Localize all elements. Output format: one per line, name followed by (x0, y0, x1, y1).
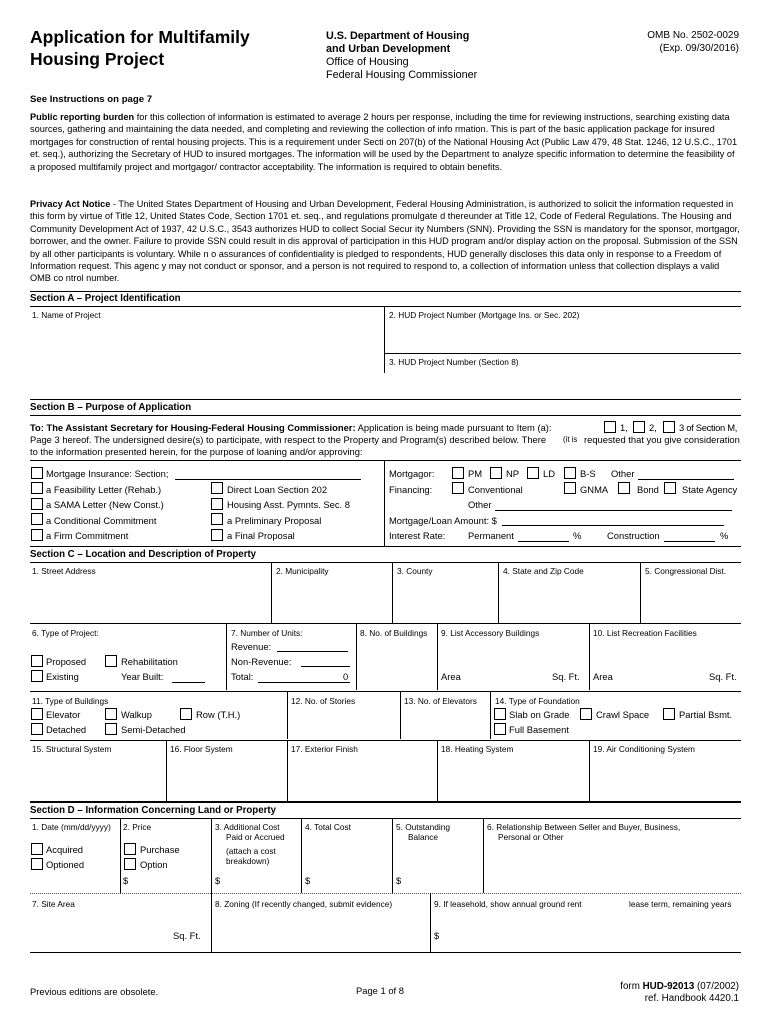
option-checkbox[interactable] (124, 858, 136, 870)
congressional-district-field[interactable] (641, 577, 740, 622)
page-number: Page 1 of 8 (356, 985, 404, 996)
crawl-space-checkbox[interactable] (580, 708, 592, 720)
ac-system-label: 19. Air Conditioning System (593, 744, 695, 754)
financing-label: Financing: (389, 484, 433, 495)
purchase-checkbox[interactable] (124, 843, 136, 855)
exterior-finish-field[interactable] (288, 755, 436, 800)
construction-rate-field[interactable] (664, 541, 715, 542)
section-a-title: Section A – Project Identification (30, 293, 181, 304)
mortgage-insurance-label: Mortgage Insurance: Section; (46, 468, 169, 479)
attach-note-2: breakdown) (226, 856, 270, 866)
final-proposal-label: a Final Proposal (227, 530, 295, 541)
mortgagor-ld-checkbox[interactable] (527, 467, 539, 479)
elevator-label: Elevator (46, 709, 81, 720)
walkup-checkbox[interactable] (105, 708, 117, 720)
mortgagor-ld-label: LD (543, 468, 555, 479)
price-dollar: $ (123, 875, 129, 886)
outstanding-label-2: Balance (408, 832, 438, 842)
purpose-statement-aside: (it is (563, 435, 578, 444)
direct-loan-202-label: Direct Loan Section 202 (227, 484, 328, 495)
construction-pct: % (720, 530, 729, 541)
zoning-field[interactable] (212, 912, 429, 950)
mortgagor-bs-checkbox[interactable] (564, 467, 576, 479)
burden-paragraph (30, 111, 742, 173)
office-line-1: Office of Housing (326, 56, 409, 68)
relationship-label-1: 6. Relationship Between Seller and Buyer, Business, (487, 822, 681, 832)
rehabilitation-label: Rehabilitation (121, 656, 178, 667)
accessory-buildings-label: 9. List Accessory Buildings (441, 628, 540, 638)
construction-rate-label: Construction (607, 530, 660, 541)
semi-detached-checkbox[interactable] (105, 723, 117, 735)
semi-detached-label: Semi-Detached (121, 724, 186, 735)
financing-bond-label: Bond (637, 484, 659, 495)
item-a-option-2-checkbox[interactable] (633, 421, 645, 433)
burden-text: for this collection of information is estimated to average 2 hours per response, including the time for reviewing instructions, searching existing data sources, gathering and maintaining the data needed, and completing and reviewing the collection of info rmation. This is part of the basic application package for insured mortgages for construction of rental housing projects. This is a requirement under Secti on 207(b) of the National Housing Act (Public Law 479, 48 Stat. 1246, 12 U.S.C., 1701 et. seq.), authorizing the Secretary of HUD to insured mortgages. The information will be used by the Department to analyze specific information to determine the feasibility of a proposed multifamily project and mortgagor/ contractor acceptability. The information is required to obtain benefits. (30, 112, 738, 172)
mortgagor-label: Mortgagor: (389, 468, 435, 479)
feasibility-letter-label: a Feasibility Letter (Rehab.) (46, 484, 162, 495)
attach-note-1: (attach a cost (226, 846, 276, 856)
privacy-lead: Privacy Act Notice (30, 199, 111, 209)
firm-commitment-label: a Firm Commitment (46, 530, 129, 541)
agency-line-2: and Urban Development (326, 43, 451, 55)
financing-conventional-checkbox[interactable] (452, 482, 464, 494)
financing-bond-checkbox[interactable] (618, 482, 630, 494)
final-proposal-checkbox[interactable] (211, 529, 223, 541)
floor-system-field[interactable] (167, 755, 286, 800)
mortgage-insurance-section-field[interactable] (175, 479, 361, 480)
feasibility-letter-checkbox[interactable] (31, 482, 43, 494)
accessory-area-label: Area (441, 671, 461, 682)
recreation-sqft-label: Sq. Ft. (709, 671, 737, 682)
structural-system-field[interactable] (30, 755, 165, 800)
total-units-label: Total: (231, 671, 254, 682)
omb-number: OMB No. 2502-0029 (647, 30, 739, 41)
existing-label: Existing (46, 671, 79, 682)
county-field[interactable] (393, 577, 497, 622)
section-d-top-rule (30, 802, 741, 803)
elevators-field[interactable] (401, 707, 489, 737)
partial-basement-label: Partial Bsmt. (679, 709, 733, 720)
heating-system-label: 18. Heating System (441, 744, 514, 754)
municipality-label: 2. Municipality (276, 566, 329, 576)
mortgagor-np-checkbox[interactable] (490, 467, 502, 479)
form-number (620, 981, 739, 992)
state-zip-label: 4. State and Zip Code (503, 566, 584, 576)
hud-project-number-ins-field[interactable] (386, 320, 740, 352)
section-c-title: Section C – Location and Description of Property (30, 549, 257, 560)
row-th-checkbox[interactable] (180, 708, 192, 720)
additional-cost-label-1: 3. Additional Cost (215, 822, 280, 832)
date-label: 1. Date (mm/dd/yyyy) (32, 822, 111, 832)
floor-system-label: 16. Floor System (170, 744, 233, 754)
loan-amount-field[interactable] (502, 525, 724, 526)
purpose-statement-line-1 (30, 422, 552, 433)
existing-checkbox[interactable] (31, 670, 43, 682)
units-label: 7. Number of Units: (231, 628, 303, 638)
revenue-units-label: Revenue: (231, 641, 272, 652)
hud-project-number-sec8-field[interactable] (386, 368, 740, 398)
purpose-lead: To: The Assistant Secretary for Housing-Federal Housing Commissioner: (30, 422, 356, 433)
form-date: (07/2002) (694, 981, 739, 992)
recreation-facilities-label: 10. List Recreation Facilities (593, 628, 697, 638)
housing-asst-sec8-checkbox[interactable] (211, 498, 223, 510)
additional-cost-dollar: $ (215, 875, 221, 886)
heating-system-field[interactable] (438, 755, 588, 800)
optioned-label: Optioned (46, 859, 85, 870)
mortgagor-other-label: Other (611, 468, 635, 479)
stories-label: 12. No. of Stories (291, 696, 356, 706)
mortgagor-bs-label: B-S (580, 468, 596, 479)
site-area-label: 7. Site Area (32, 899, 75, 909)
instructions-note: See Instructions on page 7 (30, 94, 153, 105)
proposed-checkbox[interactable] (31, 655, 43, 667)
permanent-pct: % (573, 530, 582, 541)
loan-amount-label: Mortgage/Loan Amount: $ (389, 515, 497, 526)
mortgagor-pm-checkbox[interactable] (452, 467, 464, 479)
building-type-label: 11. Type of Buildings (32, 696, 109, 706)
crawl-space-label: Crawl Space (596, 709, 650, 720)
year-built-field[interactable] (172, 682, 205, 683)
ground-rent-dollar: $ (434, 930, 440, 941)
form-title-line-1: Application for Multifamily (30, 27, 250, 47)
privacy-paragraph (30, 198, 742, 285)
handbook-reference: ref. Handbook 4420.1 (644, 993, 739, 1004)
preliminary-proposal-label: a Preliminary Proposal (227, 515, 322, 526)
acquired-label: Acquired (46, 844, 84, 855)
relationship-label-2: Personal or Other (498, 832, 564, 842)
mortgage-insurance-checkbox[interactable] (31, 467, 43, 479)
recreation-area-label: Area (593, 671, 613, 682)
conditional-commitment-checkbox[interactable] (31, 513, 43, 525)
county-label: 3. County (397, 566, 433, 576)
stories-field[interactable] (288, 707, 399, 737)
financing-gnma-label: GNMA (580, 484, 609, 495)
financing-conventional-label: Conventional (468, 484, 523, 495)
acquired-checkbox[interactable] (31, 843, 43, 855)
zoning-label: 8. Zoning (If recently changed, submit evidence) (215, 899, 393, 909)
relationship-field[interactable] (484, 845, 740, 890)
financing-other-field[interactable] (495, 510, 732, 511)
preliminary-proposal-checkbox[interactable] (211, 513, 223, 525)
buildings-label: 8. No. of Buildings (360, 628, 428, 638)
privacy-text: - The United States Department of Housing and Urban Development, Federal Housing Administration, is authorized to solicit the information requested in this form by virtue of Title 12, United States Code, Section 1701 et. seq., and regulations promulgate d thereunder at Title 12, Code of Federal Regulations. The Housing and Community Development Act of 1937, 42 U.S.C., 3543 authorizes HUD to collect Social Secur ity Numbers (SNN). Providing the SSN is mandatory for the sponsor, mortgagor, borrower, and the owner. Failure to provide SSN could result in dis approval of participation in this HUD program and/or display action on the proposal. Submission of the SSN by all other participants is voluntary. While n o assurances of confidentiality is pledged to respondents, HUD generally discloses this data only in response to a Freedom of Information request. This agenc y may not conduct or sponsor, and a person is not required to respond to, a collection of information unless that collection displays a valid OMB co ntrol number. (30, 199, 740, 284)
municipality-field[interactable] (272, 577, 391, 622)
form-prefix: form (620, 981, 643, 992)
hud-project-number-ins-label: 2. HUD Project Number (Mortgage Ins. or Sec. 202) (389, 310, 580, 320)
purpose-statement-line-2-end: requested that you give consideration (584, 434, 740, 445)
item-a-option-2-label: 2, (649, 422, 657, 433)
additional-cost-label-2: Paid or Accrued (226, 832, 285, 842)
state-zip-field[interactable] (499, 577, 639, 622)
form-title-line-2: Housing Project (30, 49, 165, 69)
section-c-top-rule (30, 546, 741, 547)
financing-state-agency-checkbox[interactable] (664, 482, 676, 494)
lease-term-label: lease term, remaining years (629, 899, 732, 909)
project-name-field[interactable] (30, 320, 383, 400)
row-th-label: Row (T.H.) (196, 709, 241, 720)
foundation-label: 14. Type of Foundation (495, 696, 580, 706)
financing-other-label: Other (468, 499, 492, 510)
sama-letter-label: a SAMA Letter (New Const.) (46, 499, 164, 510)
outstanding-dollar: $ (396, 875, 402, 886)
partial-basement-checkbox[interactable] (663, 708, 675, 720)
section-a-top-rule (30, 291, 741, 292)
section-b-title: Section B – Purpose of Application (30, 402, 192, 413)
ground-rent-label: 9. If leasehold, show annual ground rent (434, 899, 582, 909)
item-a-option-3-label: 3 of Section M, (679, 422, 738, 433)
elevators-label: 13. No. of Elevators (404, 696, 477, 706)
burden-lead: Public reporting burden (30, 112, 135, 122)
agency-line-1: U.S. Department of Housing (326, 30, 470, 42)
elevator-checkbox[interactable] (31, 708, 43, 720)
previous-editions-note: Previous editions are obsolete. (30, 986, 159, 997)
mortgagor-other-field[interactable] (638, 479, 734, 480)
slab-on-grade-checkbox[interactable] (494, 708, 506, 720)
exterior-finish-label: 17. Exterior Finish (291, 744, 358, 754)
revenue-units-field[interactable] (277, 651, 348, 652)
street-address-field[interactable] (30, 577, 270, 622)
purchase-label: Purchase (140, 844, 180, 855)
congressional-district-label: 5. Congressional Dist. (645, 566, 727, 576)
form-id: HUD-92013 (642, 981, 695, 992)
year-built-label: Year Built: (121, 671, 164, 682)
hud-project-number-sec8-label: 3. HUD Project Number (Section 8) (389, 357, 519, 367)
financing-state-agency-label: State Agency (682, 484, 738, 495)
direct-loan-202-checkbox[interactable] (211, 482, 223, 494)
project-type-label: 6. Type of Project: (32, 628, 99, 638)
interest-rate-label: Interest Rate: (389, 530, 446, 541)
slab-on-grade-label: Slab on Grade (509, 709, 570, 720)
accessory-sqft-label: Sq. Ft. (552, 671, 580, 682)
item-a-option-3-checkbox[interactable] (663, 421, 675, 433)
housing-asst-sec8-label: Housing Asst. Pymnts. Sec. 8 (227, 499, 350, 510)
optioned-checkbox[interactable] (31, 858, 43, 870)
mortgagor-pm-label: PM (468, 468, 483, 479)
proposed-label: Proposed (46, 656, 87, 667)
structural-system-label: 15. Structural System (32, 744, 112, 754)
option-label: Option (140, 859, 168, 870)
street-address-label: 1. Street Address (32, 566, 96, 576)
detached-checkbox[interactable] (31, 723, 43, 735)
financing-gnma-checkbox[interactable] (564, 482, 576, 494)
conditional-commitment-label: a Conditional Commitment (46, 515, 157, 526)
firm-commitment-checkbox[interactable] (31, 529, 43, 541)
expiration-date: (Exp. 09/30/2016) (659, 43, 739, 54)
office-line-2: Federal Housing Commissioner (326, 69, 478, 81)
section-b-top-rule (30, 399, 741, 400)
mortgagor-np-label: NP (506, 468, 520, 479)
ac-system-field[interactable] (590, 755, 740, 800)
item-a-option-1-checkbox[interactable] (604, 421, 616, 433)
site-area-sqft: Sq. Ft. (173, 930, 201, 941)
full-basement-label: Full Basement (509, 724, 569, 735)
nonrevenue-units-label: Non-Revenue: (231, 656, 292, 667)
purpose-statement-line-2: Page 3 hereof. The undersigned desire(s) to participate, with respect to the Property and Program(s) described below. There (30, 434, 547, 445)
sama-letter-checkbox[interactable] (31, 498, 43, 510)
item-a-option-1-label: 1, (620, 422, 628, 433)
purpose-statement-line-3: to the information presented herein, for the purpose of loaning and/or approving: (30, 446, 363, 457)
price-label: 2. Price (123, 822, 152, 832)
section-d-title: Section D – Information Concerning Land or Property (30, 805, 276, 816)
rehabilitation-checkbox[interactable] (105, 655, 117, 667)
walkup-label: Walkup (121, 709, 152, 720)
total-units-value[interactable]: 0 (343, 671, 349, 682)
project-name-label: 1. Name of Project (32, 310, 101, 320)
buildings-field[interactable] (357, 640, 436, 688)
detached-label: Detached (46, 724, 87, 735)
total-cost-dollar: $ (305, 875, 311, 886)
total-cost-label: 4. Total Cost (305, 822, 351, 832)
purpose-text: Application is being made pursuant to Item (a): (355, 422, 552, 433)
permanent-rate-field[interactable] (518, 541, 569, 542)
outstanding-label-1: 5. Outstanding (396, 822, 450, 832)
permanent-rate-label: Permanent (468, 530, 514, 541)
nonrevenue-units-field[interactable] (301, 666, 350, 667)
full-basement-checkbox[interactable] (494, 723, 506, 735)
